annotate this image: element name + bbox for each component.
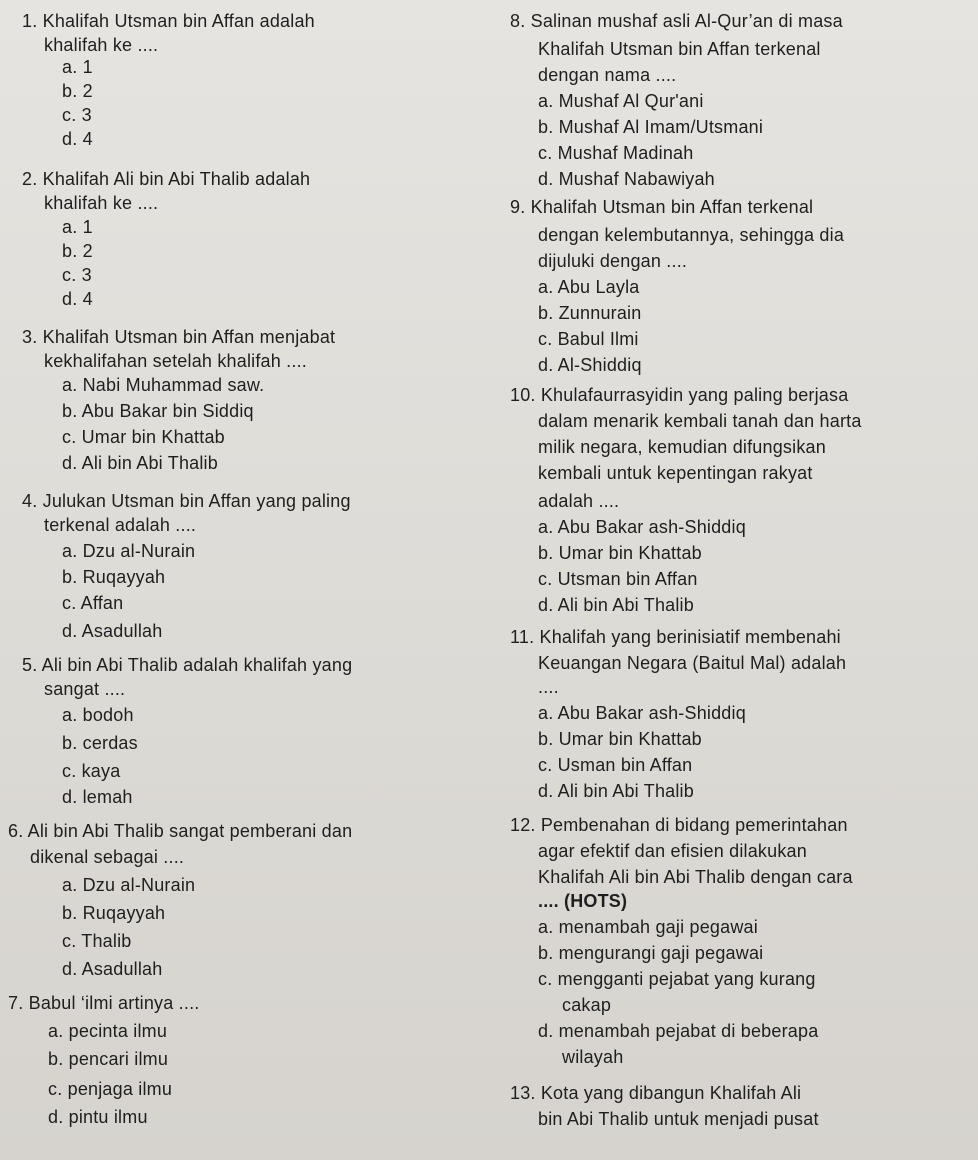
q5-text-line: 5. Ali bin Abi Thalib adalah khalifah yang	[22, 655, 353, 675]
q13-text-line: bin Abi Thalib untuk menjadi pusat	[538, 1109, 819, 1129]
q8-text-line: Khalifah Utsman bin Affan terkenal	[538, 39, 821, 59]
q2-text-line: khalifah ke ....	[44, 193, 159, 213]
q11-option-b: b. Umar bin Khattab	[538, 729, 702, 749]
q10-option-b: b. Umar bin Khattab	[538, 543, 702, 563]
q8-text-line: 8. Salinan mushaf asli Al-Qur’an di masa	[510, 11, 843, 31]
q1-option-c: c. 3	[62, 105, 92, 125]
q10-text-line: milik negara, kemudian difungsikan	[538, 437, 826, 457]
q2-option-a: a. 1	[62, 217, 93, 237]
q3-option-c: c. Umar bin Khattab	[62, 427, 225, 447]
q7-text-line: 7. Babul ‘ilmi artinya ....	[8, 993, 200, 1013]
q3-text-line: kekhalifahan setelah khalifah ....	[44, 351, 307, 371]
q2-text-line: 2. Khalifah Ali bin Abi Thalib adalah	[22, 169, 311, 189]
q6-text-line: 6. Ali bin Abi Thalib sangat pemberani dan	[8, 821, 353, 841]
q8-option-a: a. Mushaf Al Qur'ani	[538, 91, 704, 111]
q10-text-line: 10. Khulafaurrasyidin yang paling berjasa	[510, 385, 849, 405]
q11-option-a: a. Abu Bakar ash-Shiddiq	[538, 703, 746, 723]
q1-text-line: 1. Khalifah Utsman bin Affan adalah	[22, 11, 315, 31]
q7-option-c: c. penjaga ilmu	[48, 1079, 173, 1099]
q5-option-d: d. lemah	[62, 787, 133, 807]
q8-option-b: b. Mushaf Al Imam/Utsmani	[538, 117, 764, 137]
q4-option-d: d. Asadullah	[62, 621, 163, 641]
q12-option-a: a. menambah gaji pegawai	[538, 917, 758, 937]
q11-text-line: 11. Khalifah yang berinisiatif membenahi	[510, 627, 841, 647]
q12-text-line: .... (HOTS)	[538, 891, 628, 911]
q3-option-d: d. Ali bin Abi Thalib	[62, 453, 218, 473]
q9-text-line: 9. Khalifah Utsman bin Affan terkenal	[510, 197, 814, 217]
q1-option-b: b. 2	[62, 81, 93, 101]
q6-option-b: b. Ruqayyah	[62, 903, 166, 923]
q2-option-b: b. 2	[62, 241, 93, 261]
q3-option-a: a. Nabi Muhammad saw.	[62, 375, 265, 395]
q12-option-c: cakap	[562, 995, 612, 1015]
q6-option-d: d. Asadullah	[62, 959, 163, 979]
q10-text-line: kembali untuk kepentingan rakyat	[538, 463, 813, 483]
q11-option-c: c. Usman bin Affan	[538, 755, 693, 775]
q2-option-c: c. 3	[62, 265, 92, 285]
q1-text-line: khalifah ke ....	[44, 35, 159, 55]
q8-option-d: d. Mushaf Nabawiyah	[538, 169, 715, 189]
q9-text-line: dijuluki dengan ....	[538, 251, 688, 271]
q9-option-d: d. Al-Shiddiq	[538, 355, 642, 375]
q10-option-c: c. Utsman bin Affan	[538, 569, 698, 589]
q6-option-a: a. Dzu al-Nurain	[62, 875, 196, 895]
q12-option-d: wilayah	[562, 1047, 624, 1067]
q5-option-b: b. cerdas	[62, 733, 138, 753]
q7-option-a: a. pecinta ilmu	[48, 1021, 168, 1041]
q9-option-a: a. Abu Layla	[538, 277, 640, 297]
q10-text-line: dalam menarik kembali tanah dan harta	[538, 411, 862, 431]
q4-option-c: c. Affan	[62, 593, 124, 613]
q4-option-a: a. Dzu al-Nurain	[62, 541, 196, 561]
q8-text-line: dengan nama ....	[538, 65, 677, 85]
q12-text-line: 12. Pembenahan di bidang pemerintahan	[510, 815, 848, 835]
q12-text-line: agar efektif dan efisien dilakukan	[538, 841, 807, 861]
q9-text-line: dengan kelembutannya, sehingga dia	[538, 225, 845, 245]
q11-text-line: Keuangan Negara (Baitul Mal) adalah	[538, 653, 847, 673]
q12-option-c: c. mengganti pejabat yang kurang	[538, 969, 816, 989]
q8-option-c: c. Mushaf Madinah	[538, 143, 694, 163]
q13-text-line: 13. Kota yang dibangun Khalifah Ali	[510, 1083, 802, 1103]
q4-option-b: b. Ruqayyah	[62, 567, 166, 587]
q1-option-a: a. 1	[62, 57, 93, 77]
q7-option-b: b. pencari ilmu	[48, 1049, 169, 1069]
q10-option-a: a. Abu Bakar ash-Shiddiq	[538, 517, 746, 537]
q9-option-c: c. Babul Ilmi	[538, 329, 639, 349]
q1-option-d: d. 4	[62, 129, 93, 149]
q4-text-line: 4. Julukan Utsman bin Affan yang paling	[22, 491, 351, 511]
q5-text-line: sangat ....	[44, 679, 126, 699]
q12-text-line: Khalifah Ali bin Abi Thalib dengan cara	[538, 867, 853, 887]
q12-option-d: d. menambah pejabat di beberapa	[538, 1021, 819, 1041]
q9-option-b: b. Zunnurain	[538, 303, 642, 323]
q3-option-b: b. Abu Bakar bin Siddiq	[62, 401, 254, 421]
q5-option-c: c. kaya	[62, 761, 121, 781]
q6-text-line: dikenal sebagai ....	[30, 847, 185, 867]
q12-option-b: b. mengurangi gaji pegawai	[538, 943, 764, 963]
q11-text-line: ....	[538, 677, 559, 697]
q10-option-d: d. Ali bin Abi Thalib	[538, 595, 694, 615]
q10-text-line: adalah ....	[538, 491, 620, 511]
q6-option-c: c. Thalib	[62, 931, 132, 951]
q11-option-d: d. Ali bin Abi Thalib	[538, 781, 694, 801]
q3-text-line: 3. Khalifah Utsman bin Affan menjabat	[22, 327, 336, 347]
q2-option-d: d. 4	[62, 289, 93, 309]
q7-option-d: d. pintu ilmu	[48, 1107, 148, 1127]
q4-text-line: terkenal adalah ....	[44, 515, 197, 535]
q5-option-a: a. bodoh	[62, 705, 134, 725]
